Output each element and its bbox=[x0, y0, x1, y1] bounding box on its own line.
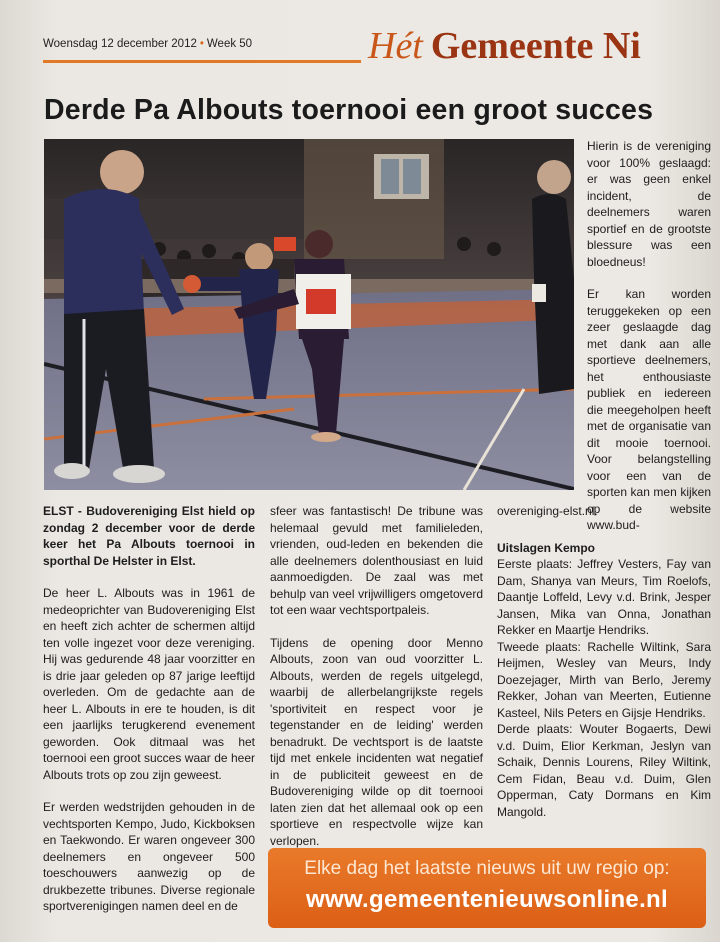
website-url-continuation: overeniging-elst.nl. bbox=[497, 504, 598, 518]
article-column-3 bbox=[497, 503, 711, 820]
masthead-het: Hét bbox=[368, 25, 423, 67]
masthead-title: Gemeente Ni bbox=[430, 25, 641, 67]
results-second-place: Tweede plaats: Rachelle Wiltink, Sara Heijmen, Wesley van Meurs, Indy Doezejager, Mirth van Berlo, Jeremy Rekker, Johan van Meerten, Eutienne Kasteel, Nils Peters en Gijsje Hendriks. bbox=[497, 639, 711, 720]
issue-week: Week 50 bbox=[206, 38, 253, 50]
paragraph: Hierin is de vereniging voor 100% geslaagd: er was geen enkel incident, de deelnemers waren sportief en de grootste blessure was een bloedneus! bbox=[587, 139, 711, 269]
results-third-place: Derde plaats: Wouter Bogaerts, Dewi v.d. Duim, Elior Kerkman, Jeslyn van Schaik, Dennis Lourens, Riley Wiltink, Cem Fidan, Beau v.d. Duim, Glen Opperman, Caty Dormans en Kim Mangold. bbox=[497, 722, 711, 819]
paragraph: Er werden wedstrijden gehouden in de vechtsporten Kempo, Judo, Kickboksen en Taekwondo. Er waren ongeveer 300 deelnemers en ongeveer 500 toeschouwers aanwezig op de drukbezette tribunes. Diverse regionale sportverenigingen namen deel en de bbox=[43, 800, 255, 913]
paragraph: De heer L. Albouts was in 1961 de medeoprichter van Budovereniging Elst en heeft zich achter de schermen altijd ten volle ingezet voor deze vereniging. Hij was gedurende 48 jaar voorzitter en is drie jaar geleden op 87 jarige leeftijd overleden. Om de gedachte aan de heer L. Albouts in ere te houden, is dit een jaarlijks terugkerend evenement geworden. Ook ditmaal was het toernooi een groot succes waar de heer Albouts trots op zou zijn geweest. bbox=[43, 586, 255, 782]
masthead-rule bbox=[43, 60, 361, 63]
issue-date-line bbox=[43, 38, 252, 50]
article-headline: Derde Pa Albouts toernooi een groot succes bbox=[44, 94, 654, 126]
paragraph: Er kan worden teruggekeken op een zeer geslaagde dag met dank aan alle sportieve deelnemers, het enthousiaste publiek en iedereen die meegeholpen heeft met de organisatie van dit mooie toernooi. Voor belangstelling voor een van de sporten kan men kijken op de website www.bud- bbox=[587, 287, 711, 532]
article-column-2 bbox=[270, 503, 483, 865]
results-list bbox=[497, 556, 711, 820]
banner-url-link[interactable]: www.gemeentenieuwsonline.nl bbox=[306, 886, 668, 913]
newspaper-masthead bbox=[368, 24, 641, 68]
banner-tagline: Elke dag het laatste nieuws uit uw regio op: bbox=[304, 858, 670, 879]
paragraph: Tijdens de opening door Menno Albouts, zoon van oud voorzitter L. Albouts, werden de regels uitgelegd, waarbij de allerbelangrijkste regels 'sportiviteit en respect voor je tegenstander en de leiding' werden benadrukt. De vechtsport is de laatste tijd met enkele incidenten wat negatief in de publiciteit geweest en de Budovereniging wilde op dit toernooi laten zien dat het allemaal ook op een sportieve en respectvolle wijze kan verlopen. bbox=[270, 635, 483, 848]
article-column-right-top bbox=[587, 138, 711, 550]
results-first-place: Eerste plaats: Jeffrey Vesters, Fay van Dam, Shanya van Meurs, Tim Roelofs, Daantje Loffeld, Levy v.d. Brink, Jesper Jansen, Mika van Onna, Jonathan Rekker en Maartje Hendriks. bbox=[497, 557, 711, 637]
article-photo bbox=[44, 139, 574, 490]
martial-arts-photo-illustration bbox=[44, 139, 574, 490]
article-column-1 bbox=[43, 503, 255, 931]
results-heading: Uitslagen Kempo bbox=[497, 540, 596, 555]
lead-paragraph: ELST - Budovereniging Elst hield op zondag 2 december voor de derde keer het Pa Albouts toernooi in sporthal De Helster in Elst. bbox=[43, 504, 255, 568]
issue-date: Woensdag 12 december 2012 bbox=[43, 38, 197, 50]
website-promo-banner[interactable] bbox=[268, 848, 706, 928]
bullet-separator: • bbox=[199, 38, 204, 50]
paragraph: sfeer was fantastisch! De tribune was helemaal gevuld met familieleden, vrienden, oud-leden en bekenden die alle deelnemers dolenthousiast en luid aanmoedigden. De zaal was met behulp van veel vrijwilligers omgetoverd tot een waar vechtsportpaleis. bbox=[270, 504, 483, 617]
